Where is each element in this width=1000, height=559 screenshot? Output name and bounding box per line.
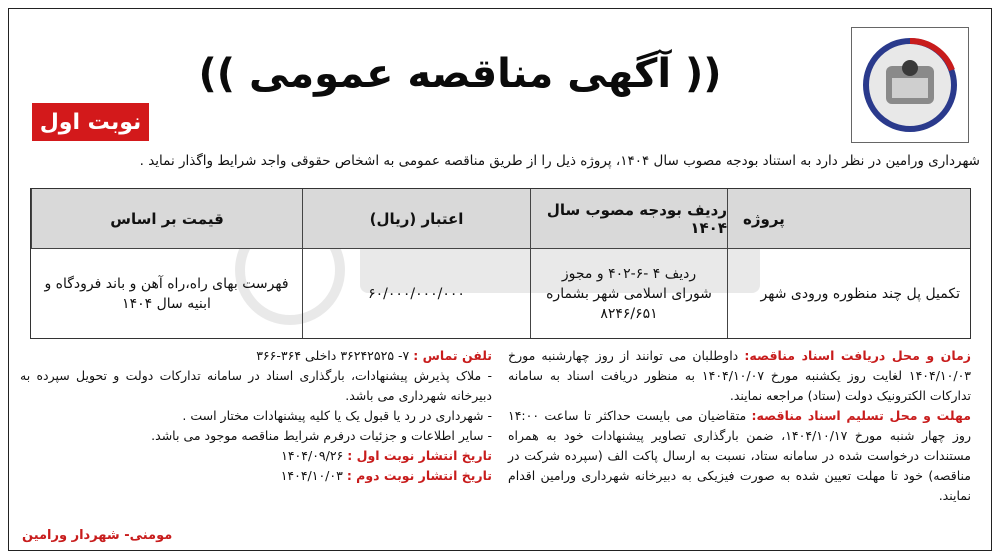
deadline-heading: مهلت و محل تسلیم اسناد مناقصه:: [751, 408, 971, 423]
rights-line: - شهرداری در رد یا قبول یک یا کلیه پیشنهادات مختار است .: [182, 408, 492, 423]
project-table: [30, 188, 971, 339]
criteria-line: - ملاک پذیرش پیشنهادات، بارگذاری اسناد در سامانه تدارکات دولت و تحویل سپرده به دبیرخانه شهرداری می باشد.: [20, 368, 492, 403]
municipality-logo: [851, 27, 969, 143]
phone-label: تلفن تماس :: [413, 348, 492, 363]
more-info-line: - سایر اطلاعات و جزئیات درفرم شرایط مناقصه موجود می باشد.: [151, 428, 492, 443]
cell-project: تکمیل پل چند منظوره ورودی شهر: [727, 249, 970, 338]
header-credit: اعتبار (ریال): [302, 189, 530, 249]
publish-second-label: تاریخ انتشار نوبت دوم :: [346, 468, 492, 483]
page-title: (( آگهی مناقصه عمومی )): [198, 51, 722, 97]
phone-value: ۷- ۳۶۲۴۲۵۲۵ داخلی ۳۶۴-۳۶۶: [256, 348, 414, 363]
deadline-paragraph: [508, 406, 971, 506]
deadline-text: متقاضیان می بایست حداکثر تا ساعت ۱۴:۰۰ روز چهار شنبه مورخ ۱۴۰۴/۱۰/۱۷، ضمن بارگذاری تصاویر پیشنهادات خود به همراه مستندات درخواست شده در سامانه ستاد، نسبت به ارسال پاکت الف (سپرده شرکت در مناقصه) خود تا مهلت تعیین شده به صورت فیزیکی به دبیرخانه شهرداری ورامین اقدام نمایند.: [508, 408, 971, 503]
receive-heading: زمان و محل دریافت اسناد مناقصه:: [744, 348, 971, 363]
cell-budget-row: ردیف ۴ -۶-۴۰۲ و مجوز شورای اسلامی شهر بشماره ۸۲۴۶/۶۵۱: [530, 249, 727, 338]
signature-text: مومنی- شهردار ورامین: [22, 528, 173, 543]
header-budget-row: ردیف بودجه مصوب سال ۱۴۰۴: [530, 189, 727, 249]
publish-second-line: [20, 466, 492, 486]
documents-section: [508, 346, 971, 506]
publish-first-date: ۱۴۰۴/۰۹/۲۶: [281, 448, 348, 463]
header-price-basis: قیمت بر اساس: [31, 189, 302, 249]
first-round-badge: نوبت اول: [32, 103, 149, 141]
intro-text: شهرداری ورامین در نظر دارد به استناد بودجه مصوب سال ۱۴۰۴، پروژه ذیل را از طریق مناقصه عمومی به اشخاص حقوقی واجد شرایط واگذار نماید .: [139, 153, 980, 169]
publish-second-date: ۱۴۰۴/۱۰/۰۳: [280, 468, 347, 483]
publish-first-label: تاریخ انتشار نوبت اول :: [347, 448, 492, 463]
publish-first-line: [20, 446, 492, 466]
signature: [22, 528, 372, 543]
cell-price-basis: فهرست بهای راه،راه آهن و باند فرودگاه و ابنیه سال ۱۴۰۴: [44, 275, 289, 312]
receive-paragraph: [508, 346, 971, 406]
header-project: پروژه: [727, 189, 970, 249]
receive-text: داوطلبان می توانند از روز چهارشنبه مورخ ۱۴۰۴/۱۰/۰۳ لغایت روز یکشنبه مورخ ۱۴۰۴/۱۰/۰۷ به منظور دریافت اسناد به سامانه تدارکات الکترونیک دولت (ستاد) مراجعه نمایند.: [508, 348, 971, 403]
phone-line: [20, 346, 492, 366]
cell-credit: ۶۰/۰۰۰/۰۰۰/۰۰۰: [302, 249, 530, 338]
info-section: [20, 346, 492, 486]
